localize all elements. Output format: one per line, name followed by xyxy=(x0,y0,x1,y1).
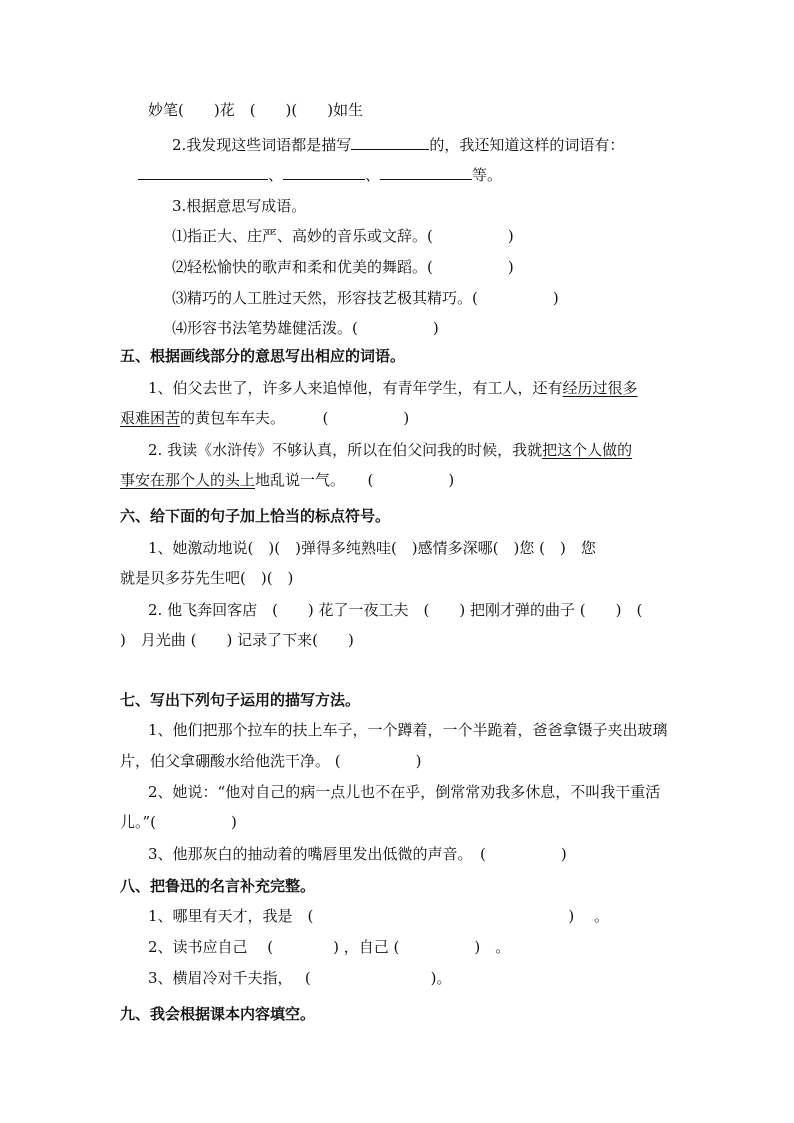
sec5-q2-line2 xyxy=(120,470,454,490)
text: 2.我发现这些词语都是描写 xyxy=(172,136,352,154)
line-q3-item2: ⑵轻松愉快的歌声和柔和优美的舞蹈。( ) xyxy=(172,258,514,276)
text: 、 xyxy=(268,166,284,184)
section-7-title: 七、写出下列句子运用的描写方法。 xyxy=(120,691,361,709)
sec6-q2-line2: ) 月光曲 ( ) 记录了下来( ) xyxy=(120,631,354,649)
sec5-q1-line1 xyxy=(148,378,638,398)
sec8-q1: 1、哪里有天才，我是 ( ) 。 xyxy=(148,907,610,925)
text: 的黄包车车夫。 ( ) xyxy=(180,409,410,427)
text: 地乱说一气。 ( ) xyxy=(255,471,455,489)
sec6-q2-line1: 2. 他飞奔回客店 ( ) 花了一夜工夫 ( ) 把刚才弹的曲子 ( ) ( xyxy=(148,601,643,619)
sec7-q2-line2: 儿。”( ) xyxy=(120,813,237,831)
line-q3-item4: ⑷形容书法笔势雄健活泼。( ) xyxy=(172,319,439,337)
sec5-q2-line1 xyxy=(148,440,632,460)
text: 等。 xyxy=(472,166,503,184)
sec8-q3: 3、横眉冷对千夫指， ( )。 xyxy=(148,969,452,987)
answer-blank[interactable] xyxy=(351,134,429,150)
sec5-q1-line2 xyxy=(120,408,409,428)
text: 1、伯父去世了，许多人来追悼他，有青年学生，有工人，还有 xyxy=(148,379,563,397)
answer-blank[interactable] xyxy=(380,164,472,180)
underlined-phrase: 事安在那个人的头上 xyxy=(120,471,256,489)
sec7-q1-line1: 1、他们把那个拉车的扶上车子，一个蹲着，一个半跪着，爸爸拿镊子夹出玻璃 xyxy=(148,721,668,739)
text: 、 xyxy=(365,166,381,184)
sec7-q2-line1: 2、她说：“他对自己的病一点儿也不在乎，倒常常劝我多休息，不叫我干重活 xyxy=(148,783,661,801)
line-q3-item3: ⑶精巧的人工胜过天然，形容技艺极其精巧。( ) xyxy=(172,289,559,307)
text: 2. 我读《水浒传》不够认真，所以在伯父问我的时候，我就 xyxy=(148,441,543,459)
text: 的，我还知道这样的词语有： xyxy=(429,136,625,154)
underlined-phrase: 把这个人做的 xyxy=(542,441,633,459)
answer-blank[interactable] xyxy=(283,164,365,180)
section-6-title: 六、给下面的句子加上恰当的标点符号。 xyxy=(120,507,391,525)
section-8-title: 八、把鲁迅的名言补充完整。 xyxy=(120,877,316,895)
answer-blank[interactable] xyxy=(138,164,268,180)
section-9-title: 九、我会根据课本内容填空。 xyxy=(120,1005,316,1023)
line-miaobi: 妙笔( )花 ( )( )如生 xyxy=(148,101,364,119)
underlined-phrase: 经历过很多 xyxy=(562,379,638,397)
sec6-q1-line2: 就是贝多芬先生吧( )( ) xyxy=(120,569,294,587)
line-q3-item1: ⑴指正大、庄严、高妙的音乐或文辞。( ) xyxy=(172,227,514,245)
sec6-q1-line1: 1、她激动地说( )( )弹得多纯熟哇( )感情多深哪( )您 ( ) 您 xyxy=(148,539,596,557)
sec7-q3: 3、他那灰白的抽动着的嘴唇里发出低微的声音。 ( ) xyxy=(148,845,567,863)
line-q2-describe xyxy=(172,134,624,155)
line-q3-heading: 3.根据意思写成语。 xyxy=(172,197,307,215)
underlined-phrase: 艰难困苦 xyxy=(120,409,181,427)
section-5-title: 五、根据画线部分的意思写出相应的词语。 xyxy=(120,347,406,365)
sec7-q1-line2: 片，伯父拿硼酸水给他洗干净。 ( ) xyxy=(120,752,422,770)
line-q2-blanks xyxy=(138,164,502,185)
sec8-q2: 2、读书应自己 ( ) ，自己 ( ) 。 xyxy=(148,938,511,956)
